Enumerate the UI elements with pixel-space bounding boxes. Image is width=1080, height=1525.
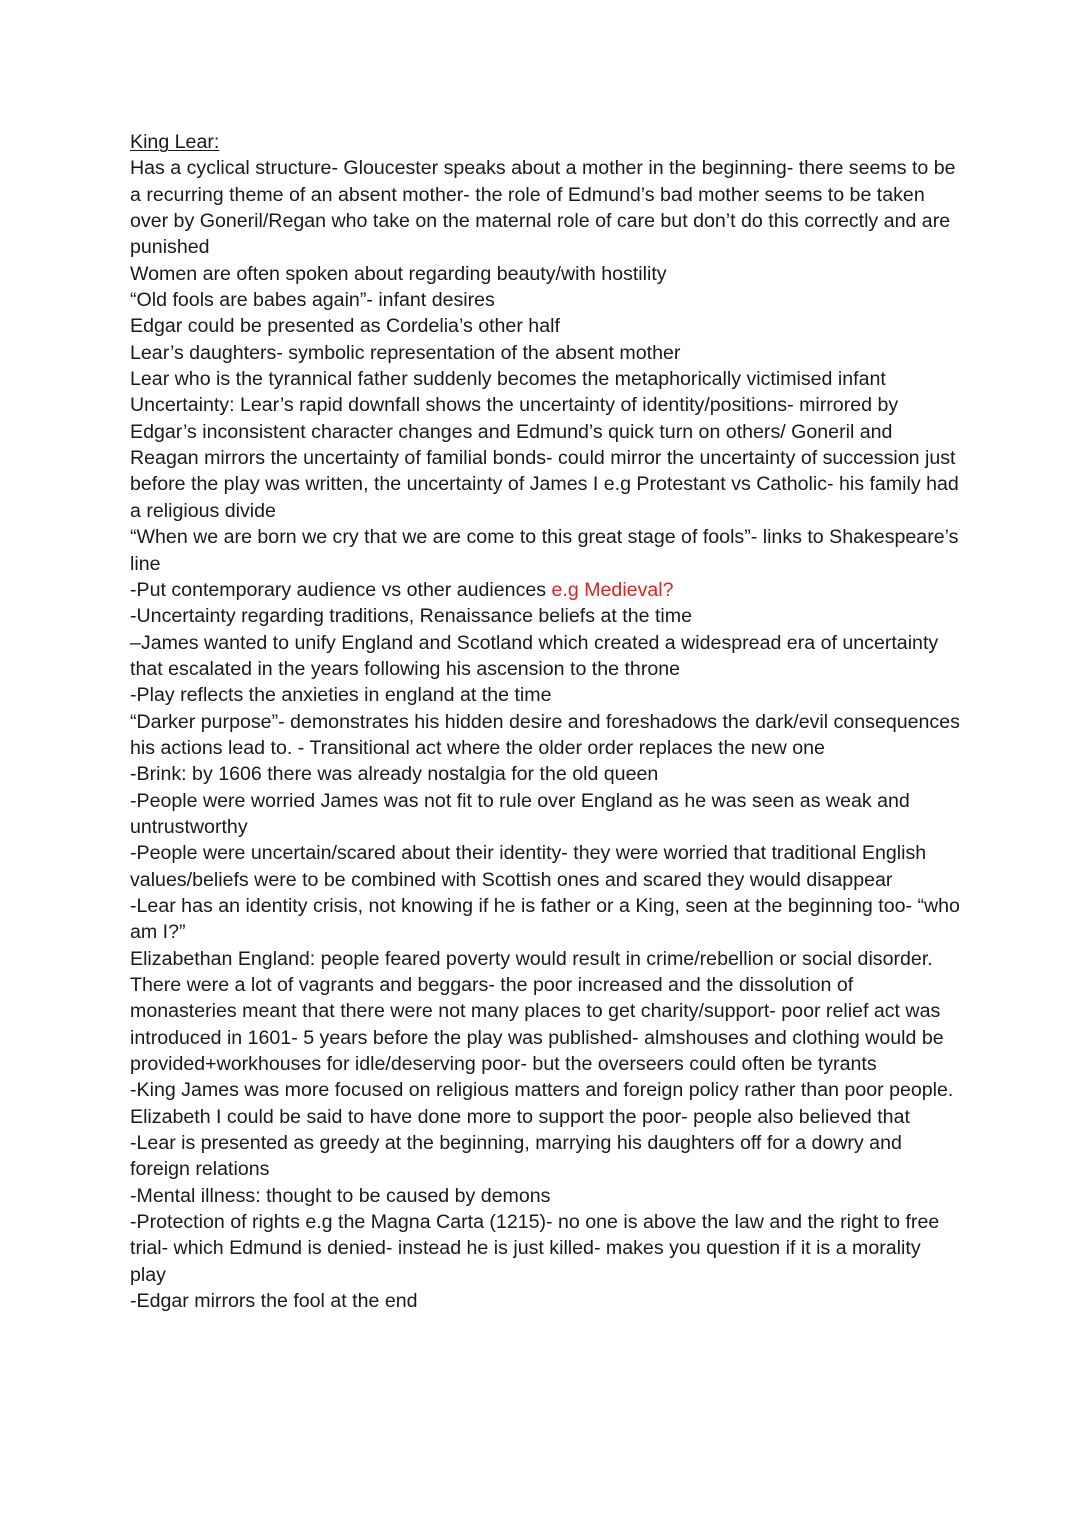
note-women-spoken-about: Women are often spoken about regarding beauty/with hostility	[130, 262, 667, 285]
note-brink-nostalgia: -Brink: by 1606 there was already nostalgia for the old queen	[130, 763, 659, 786]
note-old-fools-quote: “Old fools are babes again”- infant desires	[130, 289, 495, 312]
medieval-highlight: e.g Medieval?	[551, 578, 674, 601]
note-edgar-cordelia: Edgar could be presented as Cordelia’s other half	[130, 315, 560, 338]
note-darker-purpose: “Darker purpose”- demonstrates his hidden desire and foreshadows the dark/evil consequences his actions lead to. - Transitional act where the older order replaces the new one	[130, 710, 960, 759]
document-title: King Lear:	[130, 131, 220, 153]
note-tyrannical-father: Lear who is the tyrannical father suddenly becomes the metaphorically victimised infant	[130, 368, 886, 391]
note-lear-greedy: -Lear is presented as greedy at the beginning, marrying his daughters off for a dowry and foreign relations	[130, 1132, 902, 1181]
note-anxieties-england: -Play reflects the anxieties in england at the time	[130, 684, 552, 707]
note-king-james-religious: -King James was more focused on religious matters and foreign policy rather than poor people. Elizabeth I could be said to have done more to support the poor- people also believed that	[130, 1079, 954, 1128]
contemporary-audience-text: -Put contemporary audience vs other audiences	[130, 578, 552, 601]
note-protection-of-rights: -Protection of rights e.g the Magna Carta (1215)- no one is above the law and the right to free trial- which Edmund is denied- instead he is just killed- makes you question if it is a morality play	[130, 1211, 940, 1286]
note-mental-illness: -Mental illness: thought to be caused by demons	[130, 1184, 551, 1207]
note-stage-of-fools-quote: “When we are born we cry that we are come to this great stage of fools”- links to Shakespeare’s line	[130, 526, 959, 575]
note-cyclical-structure: Has a cyclical structure- Gloucester speaks about a mother in the beginning- there seems to be a recurring theme of an absent mother- the role of Edmund’s bad mother seems to be taken over by Goneril/Regan who take on the maternal role of care but don’t do this correctly and are punished	[130, 157, 956, 259]
note-traditions-renaissance: -Uncertainty regarding traditions, Renaissance beliefs at the time	[130, 605, 692, 628]
note-edgar-fool: -Edgar mirrors the fool at the end	[130, 1290, 418, 1313]
note-uncertainty: Uncertainty: Lear’s rapid downfall shows the uncertainty of identity/positions- mirrored by Edgar’s inconsistent character changes and Edmund’s quick turn on others/ Goneril and Reagan mirrors the uncertainty of familial bonds- could mirror the uncertainty of succession just before the play was written, the uncertainty of James I e.g Protestant vs Catholic- his family had a religious divide	[130, 394, 959, 522]
note-lear-identity-crisis: -Lear has an identity crisis, not knowing if he is father or a King, seen at the beginning too- “who am I?”	[130, 894, 960, 944]
note-identity-uncertain: -People were uncertain/scared about their identity- they were worried that traditional English values/beliefs were to be combined with Scottish ones and scared they would disappear	[130, 842, 927, 891]
note-elizabethan-england: Elizabethan England: people feared poverty would result in crime/rebellion or social disorder. There were a lot of vagrants and beggars- the poor increased and the dissolution of monasteries meant that there were not many places to get charity/support- poor relief act was introduced in 1601- 5 years before the play was published- almshouses and clothing would be provided+workhouses for idle/deserving poor- but the overseers could often be tyrants	[130, 947, 944, 1076]
note-lears-daughters: Lear’s daughters- symbolic representation of the absent mother	[130, 341, 681, 364]
note-james-unify: –James wanted to unify England and Scotland which created a widespread era of uncertainty that escalated in the years following his ascension to the throne	[130, 631, 939, 680]
note-contemporary-audience	[130, 577, 960, 603]
document-page	[130, 129, 960, 1314]
note-james-not-fit: -People were worried James was not fit to rule over England as he was seen as weak and untrustworthy	[130, 789, 910, 838]
